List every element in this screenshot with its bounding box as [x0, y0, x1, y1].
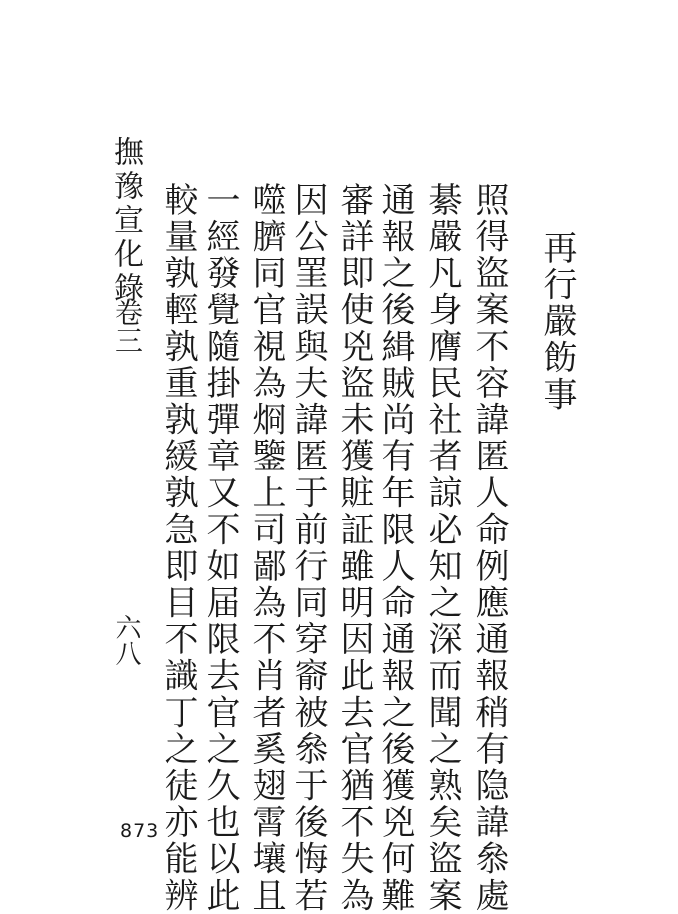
margin-leaf-number: 六八: [111, 614, 141, 666]
document-heading: 再行嚴飭事: [537, 230, 577, 413]
text-column: 較量孰輕孰重孰緩孰急即目不識丁之徒亦能辨: [158, 182, 198, 914]
page-number: 873: [120, 820, 160, 842]
text-column: 審詳即使兇盜未獲賍証雖明因此去官猶不失為: [334, 182, 374, 914]
text-column: 照得盜案不容諱匿人命例應通報稍有隐諱叅處: [469, 182, 509, 914]
margin-volume: 卷三: [111, 298, 144, 354]
margin-book-title: 撫豫宣化錄: [108, 136, 143, 306]
text-column: 一經發覺隨掛彈章又不如届限去官之久也以此: [200, 182, 240, 914]
text-column: 通報之後緝賊尚有年限人命通報之後獲兇何難: [375, 182, 415, 914]
text-column: 因公罣誤與夫諱匿于前行同穿窬被叅于後悔若: [288, 182, 328, 914]
text-column: 綦嚴凡身膺民社者諒必知之深而聞之熟矣盜案: [422, 182, 462, 914]
text-column: 噬臍同官視為烱鑒上司鄙為不肖者奚翅霄壤且: [246, 182, 286, 914]
